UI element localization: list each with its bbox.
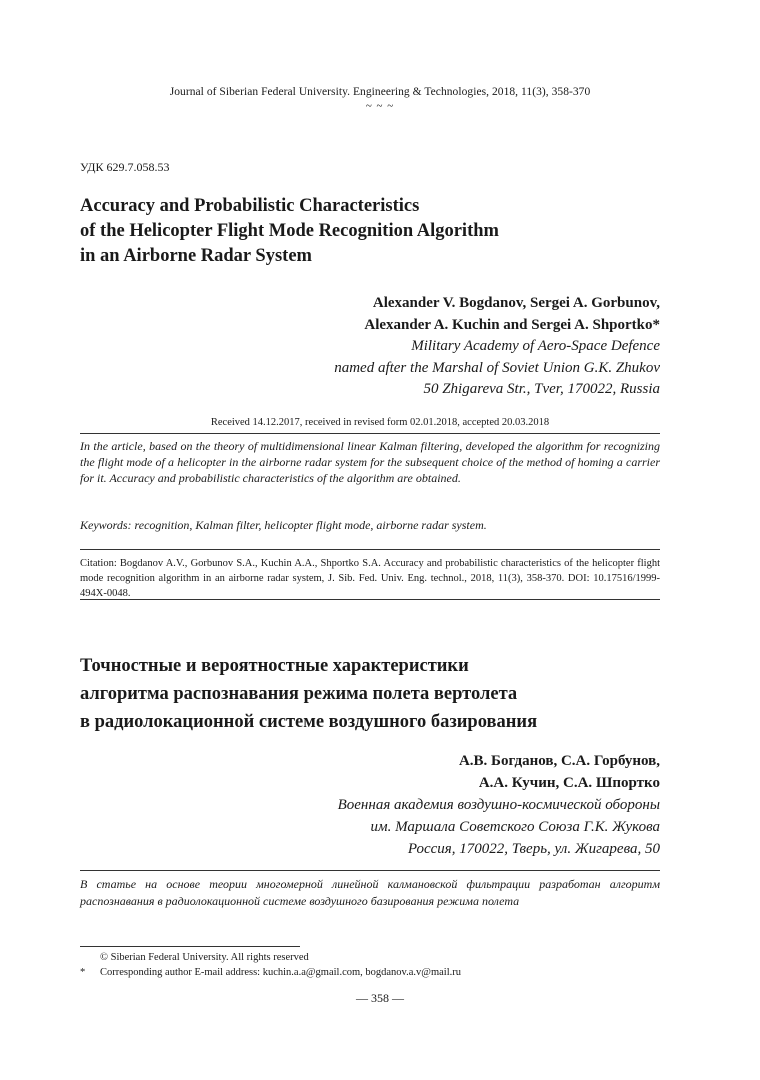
citation: Citation: Bogdanov A.V., Gorbunov S.A., Kuchin A.A., Shportko S.A. Accuracy and probabilistic characteristics of the helicopter flight mode recognition algorithm in an airborne radar system, J. Sib. Fed. Univ. Eng. technol., 2018, 11(3), 358-370. DOI: 10.17516/1999-494X-0048. xyxy=(80,558,660,599)
english-affiliation-line: named after the Marshal of Soviet Union G.K. Zhukov xyxy=(334,359,660,376)
footnotes xyxy=(80,950,660,980)
header-separator: ~ ~ ~ xyxy=(365,100,395,112)
english-affiliation-line: Military Academy of Aero-Space Defence xyxy=(411,338,660,354)
footnote-text: Corresponding author E-mail address: kuchin.a.a@gmail.com, bogdanov.a.v@mail.ru xyxy=(100,967,461,978)
russian-title-line: в радиолокационной системе воздушного базирования xyxy=(80,712,538,732)
english-keywords: Keywords: recognition, Kalman filter, helicopter flight mode, airborne radar system. xyxy=(80,518,487,532)
russian-title-line: алгоритма распознавания режима полета вертолета xyxy=(80,684,518,704)
divider-rule xyxy=(80,433,660,434)
english-title-line: Accuracy and Probabilistic Characteristics xyxy=(80,196,420,216)
russian-author-line: А.А. Кучин, С.А. Шпортко xyxy=(478,775,660,791)
russian-abstract: В статье на основе теории многомерной линейной калмановской фильтрации разработан алгоритм распознавания в радиолокационной системе воздушного базирования режима полета xyxy=(80,877,660,908)
footnote xyxy=(80,950,660,965)
english-author-line: Alexander V. Bogdanov, Sergei A. Gorbunov, xyxy=(372,295,660,311)
english-author-line: Alexander A. Kuchin and Sergei A. Shportko* xyxy=(364,316,660,333)
russian-author-line: А.В. Богданов, С.А. Горбунов, xyxy=(458,753,660,769)
udc-code: УДК 629.7.058.53 xyxy=(80,160,170,174)
page-number: — 358 — xyxy=(356,991,404,1005)
russian-title xyxy=(80,652,537,736)
footnote-mark: * xyxy=(80,967,86,978)
footnote-rule xyxy=(80,946,300,947)
russian-title-line: Точностные и вероятностные характеристики xyxy=(80,656,469,676)
footnote xyxy=(80,965,660,980)
russian-affiliation-line: Россия, 170022, Тверь, ул. Жигарева, 50 xyxy=(407,841,660,857)
divider-rule xyxy=(80,549,660,550)
english-title-line: in an Airborne Radar System xyxy=(80,246,312,266)
russian-affiliation-line: Военная академия воздушно-космической обороны xyxy=(337,797,660,813)
footnote-mark xyxy=(80,950,100,965)
received-dates: Received 14.12.2017, received in revised form 02.01.2018, accepted 20.03.2018 xyxy=(210,417,550,428)
english-title xyxy=(80,194,499,269)
english-abstract: In the article, based on the theory of multidimensional linear Kalman filtering, developed the algorithm for recognizing the flight mode of a helicopter in the airborne radar system for the subsequent choice of the method of homing a carrier for it. Accuracy and probabilistic characteristics of the algorithm are obtained. xyxy=(80,439,660,485)
russian-affiliation-line: им. Маршала Советского Союза Г.К. Жукова xyxy=(370,819,660,835)
divider-rule xyxy=(80,870,660,871)
english-affiliation-line: 50 Zhigareva Str., Tver, 170022, Russia xyxy=(423,381,660,397)
divider-rule xyxy=(80,599,660,600)
footnote-text: © Siberian Federal University. All rights reserved xyxy=(100,952,309,963)
russian-authors-block xyxy=(338,750,660,860)
english-authors-block xyxy=(334,293,660,401)
journal-header: Journal of Siberian Federal University. Engineering & Technologies, 2018, 11(3), 358-370 xyxy=(169,86,591,98)
english-title-line: of the Helicopter Flight Mode Recognition Algorithm xyxy=(80,221,499,241)
